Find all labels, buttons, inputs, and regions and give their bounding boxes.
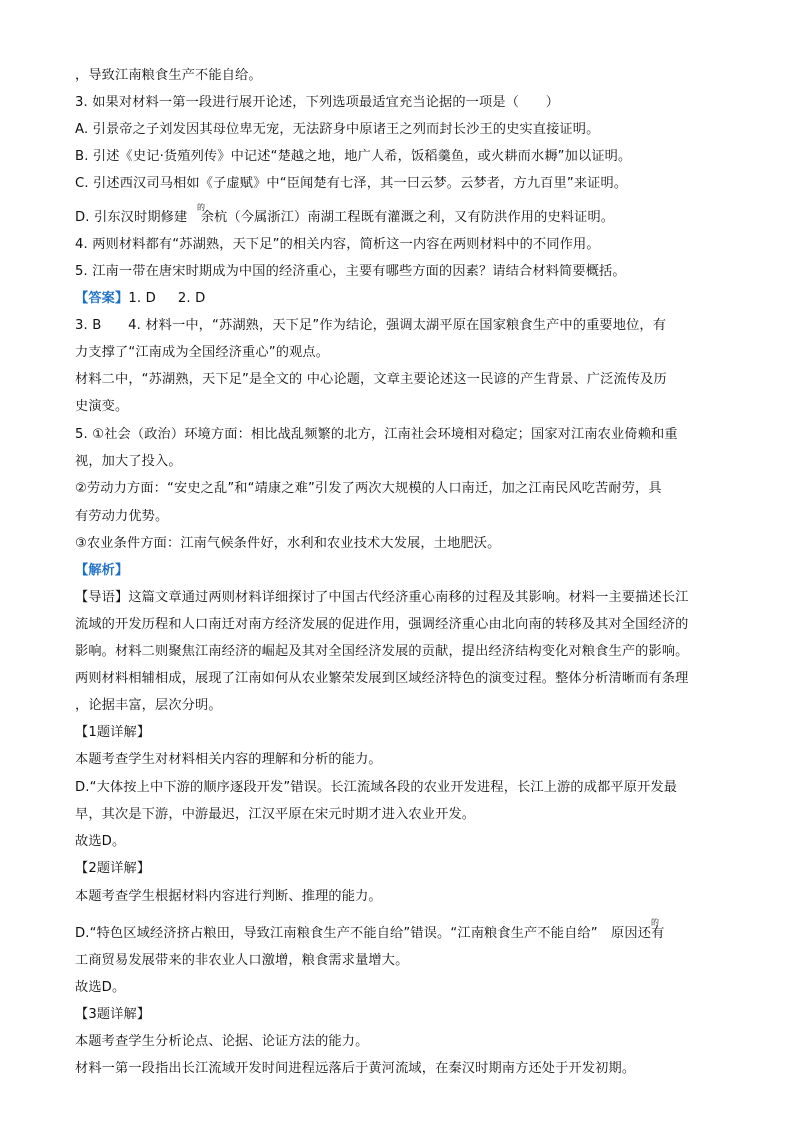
- analysis-line: 本题考查学生根据材料内容进行判断、推理的能力。: [75, 889, 382, 904]
- answer-line: 视，加大了投入。: [75, 454, 182, 469]
- question-4: 4. 两则材料都有“苏湖熟，天下足”的相关内容，简析这一内容在两则材料中的不同作用。: [75, 237, 600, 252]
- answer-line: 力支撑了“江南成为全国经济重心”的观点。: [75, 345, 330, 360]
- analysis-line: 早，其次是下游，中游最迟，江汉平原在宋元时期才进入农业开发。: [75, 807, 476, 822]
- answer-line: ③农业条件方面：江南气候条件好，水利和农业技术大发展，土地肥沃。: [75, 536, 501, 551]
- analysis-line: 材料一第一段指出长江流域开发时间进程远落后于黄河流域，在秦汉时期南方还处于开发初期。: [75, 1061, 636, 1076]
- analysis-line: 【导语】这篇文章通过两则材料详细探讨了中国古代经济重心南移的过程及其影响。材料一主要描述长江: [75, 590, 689, 605]
- answer-1: 1. D: [128, 291, 156, 306]
- analysis-line: 影响。材料二则聚焦江南经济的崛起及其对全国经济发展的贡献，提出经济结构变化对粮食生产的影响。: [75, 644, 689, 659]
- superscript-de: 的: [197, 203, 205, 212]
- analysis-line: 本题考查学生对材料相关内容的理解和分析的能力。: [75, 752, 382, 767]
- analysis-line: 工商贸易发展带来的非农业人口激增，粮食需求量增大。: [75, 953, 409, 968]
- answer-line: 有劳动力优势。: [75, 509, 169, 524]
- analysis-line: 两则材料相辅相成，展现了江南如何从农业繁荣发展到区域经济特色的演变过程。整体分析清晰而有条理: [75, 671, 689, 686]
- analysis-line: 流域的开发历程和人口南迁对南方经济发展的促进作用，强调经济重心由北向南的转移及其对全国经济的: [75, 617, 689, 632]
- analysis-line: D.“特色区域经济挤占粮田，导致江南粮食生产不能自给”错误。“江南粮食生产不能自给” 原因还有: [75, 926, 665, 941]
- analysis-line: D.“大体按上中下游的顺序逐段开发”错误。长江流域各段的农业开发进程，长江上游的成都平原开发最: [75, 780, 678, 795]
- option-a: A. 引景帝之子刘发因其母位卑无宠，无法跻身中原诸王之列而封长沙王的史实直接证明。: [75, 122, 600, 137]
- analysis-line: 故选D。: [75, 834, 126, 849]
- option-d: D. 引东汉时期修建 余杭（今属浙江）南湖工程既有灌溉之利，又有防洪作用的史料证明。: [75, 210, 615, 225]
- text-line: ，导致江南粮食生产不能自给。: [75, 68, 262, 83]
- option-b: B. 引述《史记·货殖列传》中记述“楚越之地，地广人希，饭稻羹鱼，或火耕而水耨”加以证明。: [75, 149, 632, 164]
- section-heading: 【3题详解】: [75, 1007, 151, 1022]
- question-5: 5. 江南一带在唐宋时期成为中国的经济重心，主要有哪些方面的因素？请结合材料简要概括。: [75, 264, 626, 279]
- section-heading: 【2题详解】: [75, 861, 151, 876]
- analysis-line: ，论据丰富，层次分明。: [75, 698, 222, 713]
- option-c: C. 引述西汉司马相如《子虚赋》中“臣闻楚有七泽，其一曰云梦。云梦者，方九百里”来证明。: [75, 176, 628, 191]
- answer-line: 材料二中，“苏湖熟，天下足”是全文的 中心论题，文章主要论述这一民谚的产生背景、广泛流传及历: [75, 372, 667, 387]
- answer-tag: 【答案】: [75, 291, 129, 306]
- answer-line: ②劳动力方面：“安史之乱”和“靖康之难”引发了两次大规模的人口南迁，加之江南民风吃苦耐劳，具: [75, 481, 662, 496]
- question-3: 3. 如果对材料一第一段进行展开论述，下列选项最适宜充当论据的一项是（ ）: [75, 95, 560, 110]
- answer-heading: [75, 290, 205, 308]
- superscript-de: 的: [651, 918, 659, 927]
- analysis-line: 故选D。: [75, 980, 126, 995]
- analysis-heading: [75, 562, 128, 580]
- analysis-tag: 【解析】: [75, 563, 129, 578]
- answer-line: 5. ①社会（政治）环境方面：相比战乱频繁的北方，江南社会环境相对稳定；国家对江南农业倚赖和重: [75, 427, 678, 442]
- answer-2: 2. D: [177, 291, 206, 306]
- analysis-line: 本题考查学生分析论点、论据、论证方法的能力。: [75, 1034, 369, 1049]
- answer-line: 史演变。: [75, 399, 129, 414]
- answer-line: 3. B 4. 材料一中，“苏湖熟，天下足”作为结论，强调太湖平原在国家粮食生产中的重要地位，有: [75, 318, 667, 333]
- section-heading: 【1题详解】: [75, 725, 151, 740]
